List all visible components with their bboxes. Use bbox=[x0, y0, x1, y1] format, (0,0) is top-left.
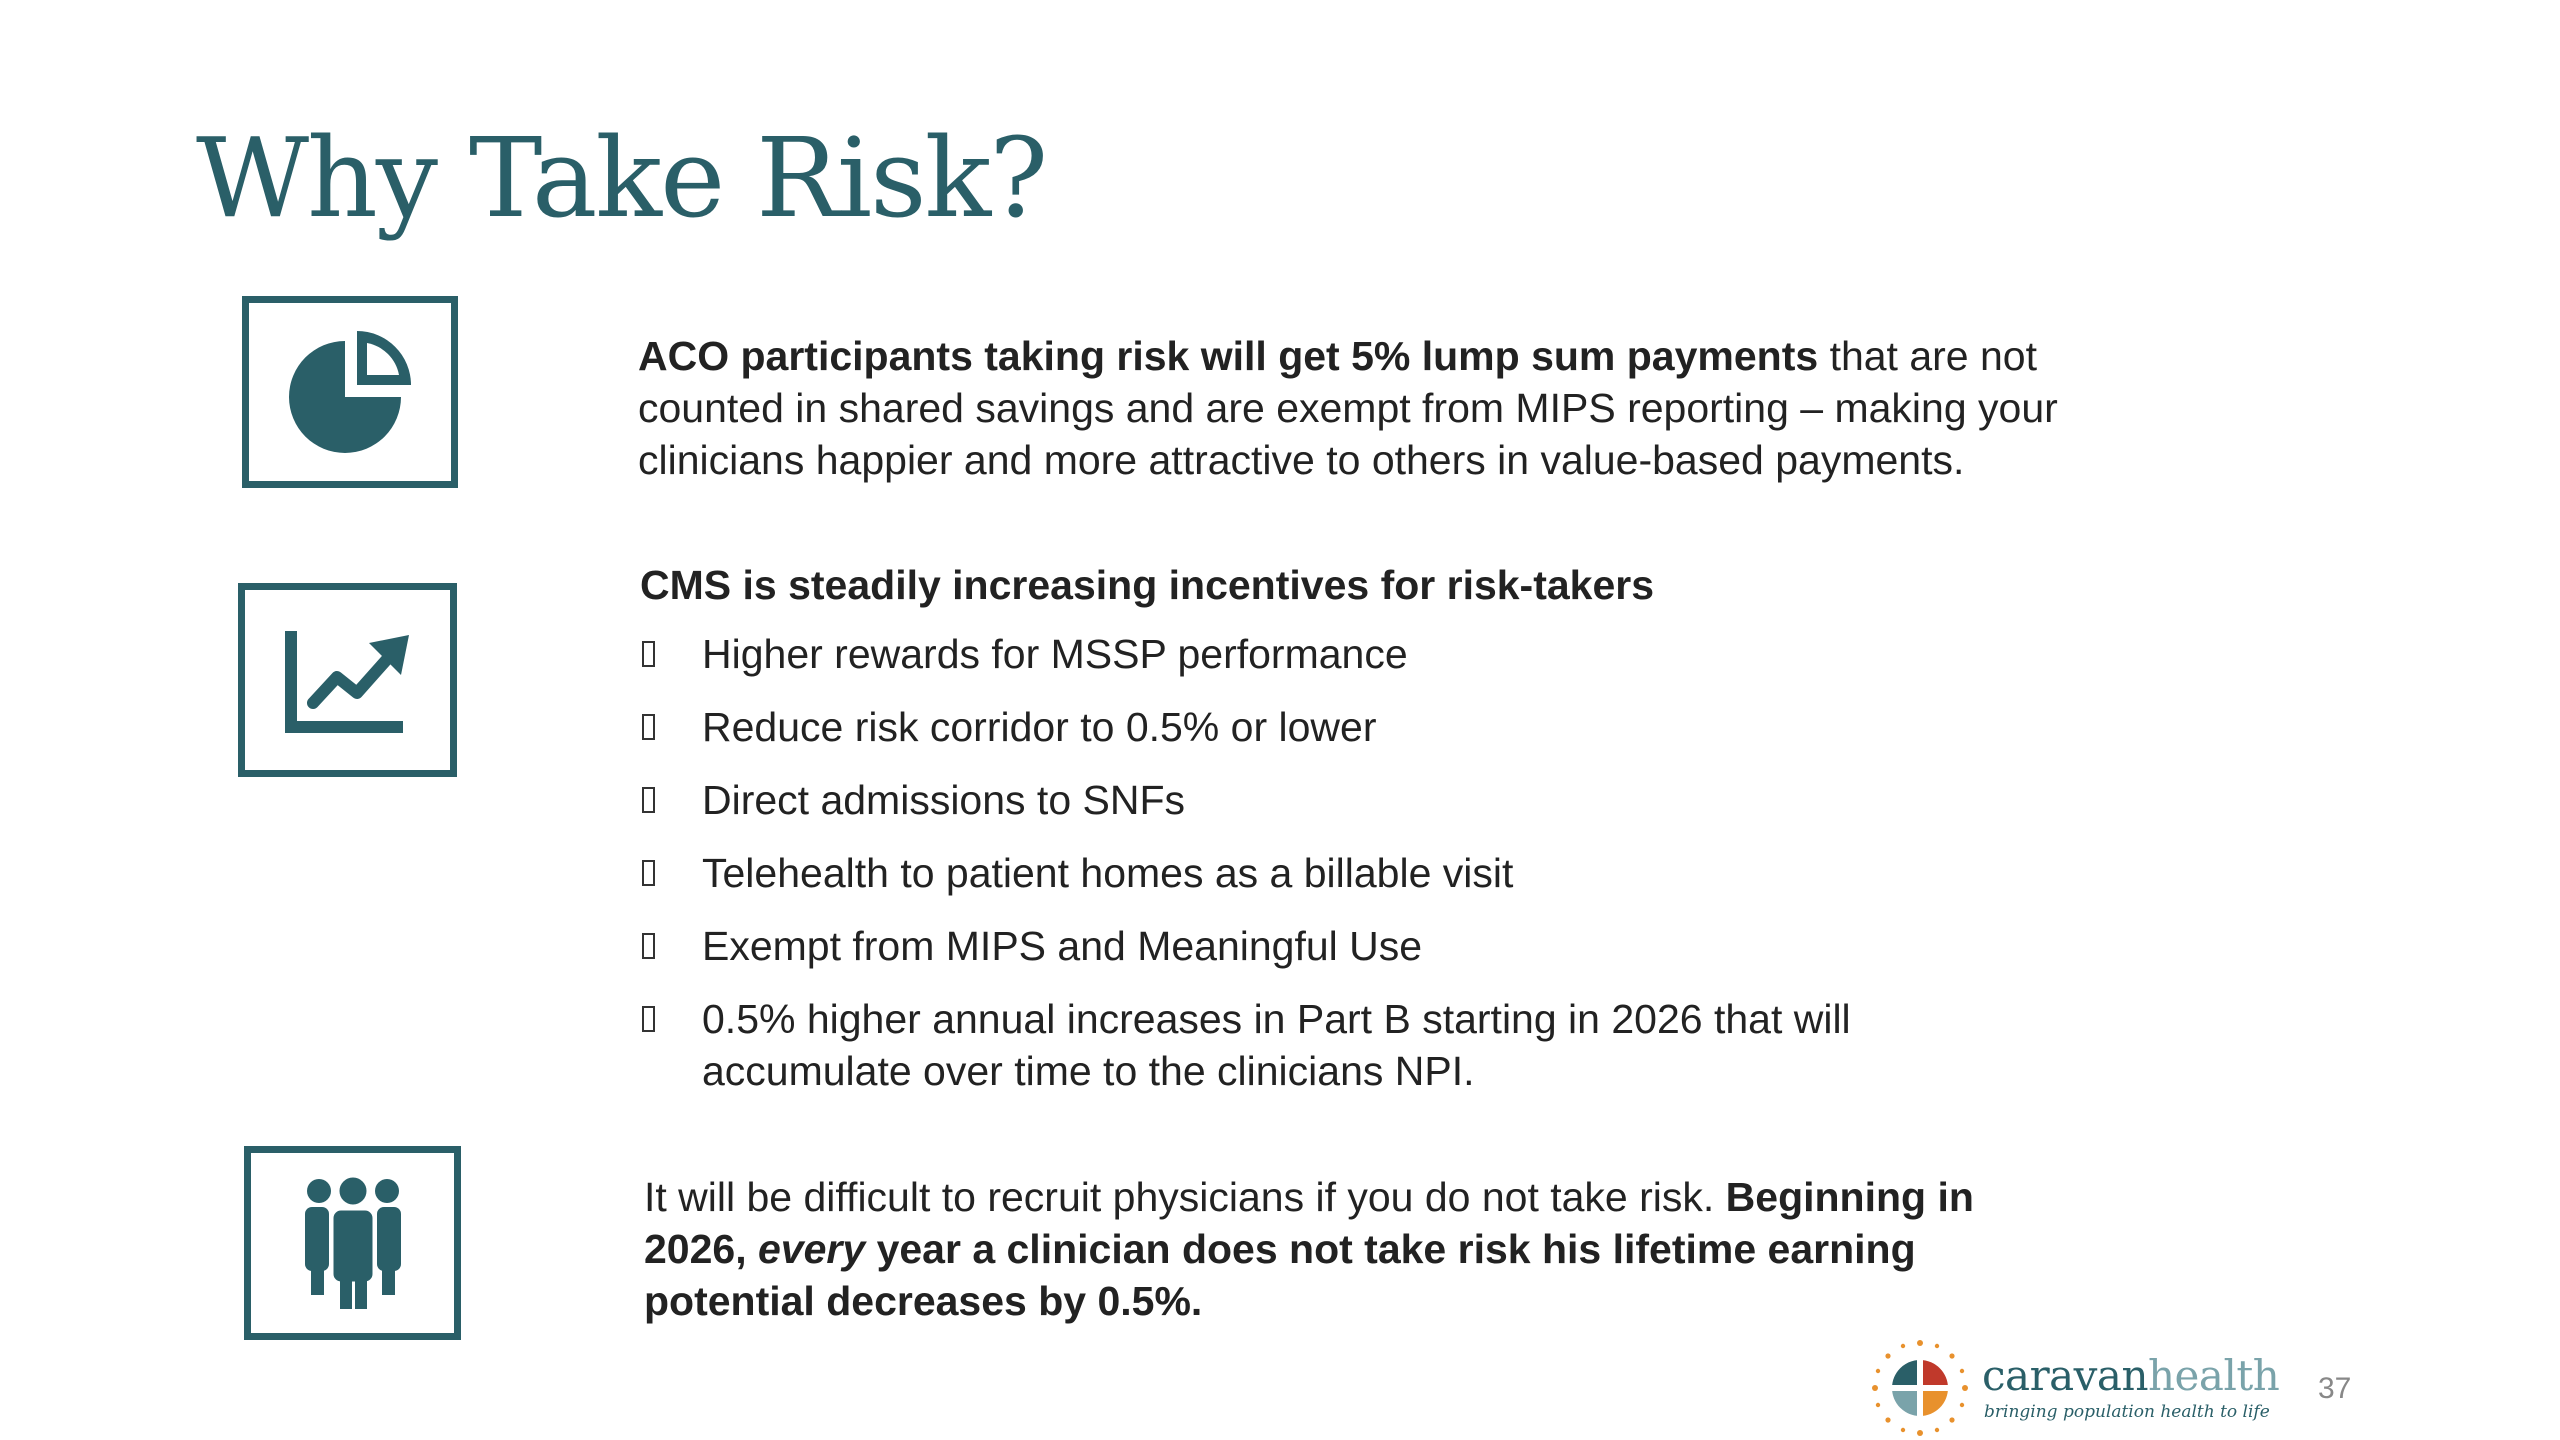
caravan-health-logo-mark bbox=[1870, 1338, 1970, 1438]
recruit-paragraph bbox=[644, 1171, 2144, 1327]
people-group-icon bbox=[305, 1177, 401, 1309]
people-group-icon-box bbox=[244, 1146, 461, 1340]
page-number: 37 bbox=[2318, 1372, 2352, 1405]
list-item: Higher rewards for MSSP performance bbox=[640, 628, 2090, 680]
bullet-box-icon bbox=[642, 1006, 655, 1032]
slide-title: Why Take Risk? bbox=[196, 114, 1047, 242]
lump-sum-paragraph bbox=[638, 330, 2198, 486]
logo-tagline: bringing population health to life bbox=[1984, 1402, 2270, 1422]
bullet-box-icon bbox=[642, 933, 655, 959]
growth-chart-icon-box bbox=[238, 583, 457, 777]
incentives-list bbox=[640, 628, 2090, 1097]
pie-chart-icon bbox=[285, 327, 415, 457]
recruit-line2-start: 2026, bbox=[644, 1226, 758, 1272]
incentives-heading: CMS is steadily increasing incentives for risk-takers bbox=[640, 562, 1655, 608]
recruit-line3: potential decreases by 0.5%. bbox=[644, 1278, 1203, 1324]
recruit-emphasis: every bbox=[758, 1226, 866, 1272]
lump-sum-line2: counted in shared savings and are exempt from MIPS reporting – making your bbox=[638, 385, 2058, 431]
caravan-health-logo bbox=[1870, 1338, 2280, 1438]
pie-chart-icon-box bbox=[242, 296, 458, 488]
list-item: Exempt from MIPS and Meaningful Use bbox=[640, 920, 2090, 972]
bullet-continuation: accumulate over time to the clinicians NPI. bbox=[702, 1048, 1475, 1094]
bullet-box-icon bbox=[642, 641, 655, 667]
bullet-box-icon bbox=[642, 860, 655, 886]
recruit-bold1: Beginning in bbox=[1725, 1174, 1974, 1220]
lump-sum-bold: ACO participants taking risk will get 5% lump sum payments bbox=[638, 333, 1819, 379]
list-item: Direct admissions to SNFs bbox=[640, 774, 2090, 826]
lump-sum-line1-rest: that are not bbox=[1818, 333, 2037, 379]
growth-chart-icon bbox=[285, 627, 411, 733]
lump-sum-line3: clinicians happier and more attractive to others in value-based payments. bbox=[638, 437, 1965, 483]
recruit-normal: It will be difficult to recruit physicians if you do not take risk. bbox=[644, 1174, 1726, 1220]
list-item: 0.5% higher annual increases in Part B starting in 2026 that will accumulate over time to the clinicians NPI. bbox=[640, 993, 2090, 1097]
recruit-line2-rest: year a clinician does not take risk his lifetime earning bbox=[865, 1226, 1916, 1272]
bullet-box-icon bbox=[642, 714, 655, 740]
list-item: Telehealth to patient homes as a billable visit bbox=[640, 847, 2090, 899]
logo-name: caravanhealth bbox=[1982, 1351, 2280, 1400]
list-item: Reduce risk corridor to 0.5% or lower bbox=[640, 701, 2090, 753]
bullet-box-icon bbox=[642, 787, 655, 813]
